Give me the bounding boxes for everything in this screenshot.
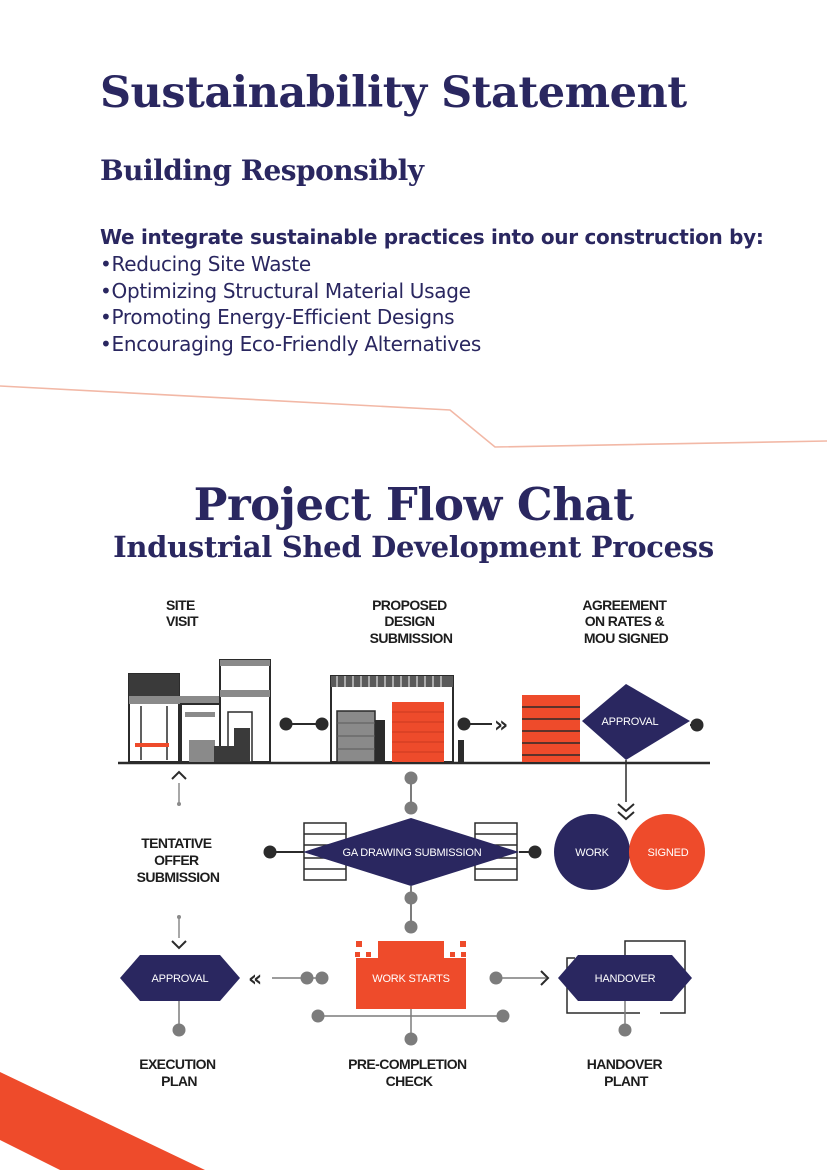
- site-visit-label: SITE VISIT: [165, 597, 199, 629]
- pre-completion-label: PRE-COMPLETION CHECK: [348, 1056, 467, 1089]
- section-subtitle: Building Responsibly: [100, 154, 424, 187]
- approval-left-label: APPROVAL: [151, 973, 209, 985]
- approval-top-label: APPROVAL: [601, 716, 659, 728]
- list-item: • Promoting Energy-Efficient Designs: [100, 304, 481, 331]
- chevron-down-icon: [618, 804, 634, 811]
- connector-dot: [173, 1024, 186, 1037]
- connector-dot: [301, 972, 314, 985]
- double-chevron-left-icon: «: [248, 967, 263, 992]
- signed-label: SIGNED: [647, 847, 689, 859]
- handover-plant-label: HANDOVER PLANT: [586, 1056, 663, 1089]
- connector-dot: [316, 718, 329, 731]
- site-buildings-illustration: [129, 660, 270, 762]
- connector-dot: [177, 915, 181, 919]
- connector-dot: [405, 1033, 418, 1046]
- proposed-design-label: PROPOSED DESIGN SUBMISSION: [369, 597, 453, 646]
- agreement-label: AGREEMENT ON RATES & MOU SIGNED: [582, 597, 669, 646]
- tentative-offer-label: TENTATIVE OFFER SUBMISSION: [136, 835, 220, 885]
- proposed-design-illustration: [331, 676, 464, 762]
- handover-label: HANDOVER: [594, 973, 656, 985]
- chevron-up-icon: [172, 772, 186, 779]
- separator-line: [0, 386, 827, 447]
- work-starts-label: WORK STARTS: [372, 973, 450, 985]
- execution-plan-label: EXECUTION PLAN: [139, 1056, 216, 1089]
- flow-subtitle: Industrial Shed Development Process: [113, 530, 714, 564]
- list-item: • Encouraging Eco-Friendly Alternatives: [100, 331, 481, 358]
- connector-dot: [316, 972, 329, 985]
- work-label: WORK: [575, 847, 609, 859]
- list-item: • Optimizing Structural Material Usage: [100, 278, 481, 305]
- connector-dot: [405, 921, 418, 934]
- connector-dot: [691, 719, 704, 732]
- double-chevron-right-icon: »: [494, 713, 509, 738]
- connector-dot: [177, 802, 181, 806]
- connector-dot: [497, 1010, 510, 1023]
- ga-drawing-label: GA DRAWING SUBMISSION: [342, 847, 482, 859]
- chevron-down-icon: [618, 812, 634, 819]
- flow-title: Project Flow Chat: [193, 478, 634, 531]
- page-title: Sustainability Statement: [100, 68, 687, 118]
- connector-dot: [405, 802, 418, 815]
- connector-dot: [619, 1024, 632, 1037]
- agreement-illustration: [522, 695, 580, 762]
- chevron-down-icon: [172, 941, 186, 948]
- list-item: • Reducing Site Waste: [100, 251, 481, 278]
- intro-text: We integrate sustainable practices into our construction by:: [100, 225, 764, 249]
